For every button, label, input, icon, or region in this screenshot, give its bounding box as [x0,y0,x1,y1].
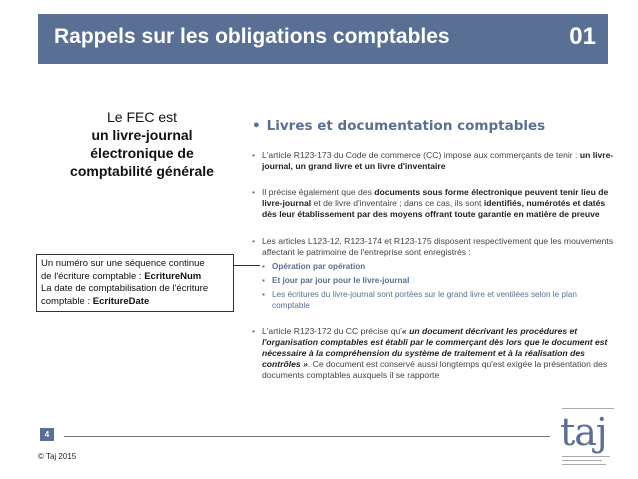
heading-bullet: • [252,118,261,134]
info-line-4-text: comptable : [41,295,93,307]
p2-b: documents sous forme électronique peuvent tenir lieu de livre-journal [262,187,609,208]
page-number: 4 [40,428,54,441]
p3-text: Les articles L123-12, R123-174 et R123-175 disposent respectivement que les mouvements affectant le patrimoine de l'entreprise sont enregistrés : [262,236,614,257]
footer-divider [64,436,550,437]
sub-item-1: ▪ Opération par opération [252,261,614,272]
p4-quote: « un document décrivant les procédures et l'organisation comptables est établi par le commerçant dès lors que le document est nécessaire à la compréhension du système de traitement et à la réalisation des contrôles » [262,326,608,369]
fec-line-1: un livre-journal [91,127,193,143]
ecriture-num: EcritureNum [144,270,202,282]
section-number: 01 [569,23,596,50]
main-content [252,118,614,381]
paragraph-2 [252,187,614,220]
p2-a: Il précise également que des [262,187,375,197]
p2-d: identifiés, numérotés et datés dès leur établissement par des moyens offrant toute garantie en matière de preuve [262,198,606,219]
info-line-2-text: de l'écriture comptable : [41,270,145,282]
info-line-3: La date de comptabilisation de l'écriture [41,283,209,294]
p2-c: et de livre d'inventaire ; dans ce cas, ils sont [311,198,484,208]
sub-item-2: ▪ Et jour par jour pour le livre-journal [252,275,614,286]
copyright: © Taj 2015 [38,452,77,461]
fec-line-3: comptabilité générale [70,163,214,179]
info-line-1: Un numéro sur une séquence continue [41,258,205,269]
fec-statement [48,108,236,180]
info-line-4 [41,296,229,309]
fec-intro: Le FEC est [106,109,178,125]
ecriture-date: EcritureDate [92,295,150,307]
info-box [36,254,234,312]
paragraph-3 [252,236,614,258]
logo-line-3 [562,464,606,465]
sub-item-3: ▪ Les écritures du livre-journal sont portées sur le grand livre et ventilées selon le plan comptable [252,289,614,311]
info-line-2 [41,271,229,284]
paragraph-4 [252,326,614,381]
fec-line-2: électronique de [90,145,194,161]
title-bar [38,14,608,64]
section-heading-text: Livres et documentation comptables [266,118,546,134]
section-heading [252,118,614,134]
logo-line-2 [562,460,602,461]
p1-bold: un livre-journal, un grand livre et un livre d'inventaire [262,150,614,171]
p4-a: L'article R123-172 du CC précise qu' [262,326,402,336]
logo-text: taj [560,410,607,454]
p1-text: L'article R123-173 du Code de commerce (CC) impose aux commerçants de tenir : [262,150,580,160]
logo-line-top [562,408,614,409]
paragraph-1 [252,150,614,172]
logo-line-1 [562,456,610,457]
taj-logo [552,404,622,470]
page-title: Rappels sur les obligations comptables [54,25,450,48]
p4-c: . Ce document est conservé aussi longtemps qu'est exigée la présentation des documents comptables auxquels il se rapporte [262,359,608,380]
